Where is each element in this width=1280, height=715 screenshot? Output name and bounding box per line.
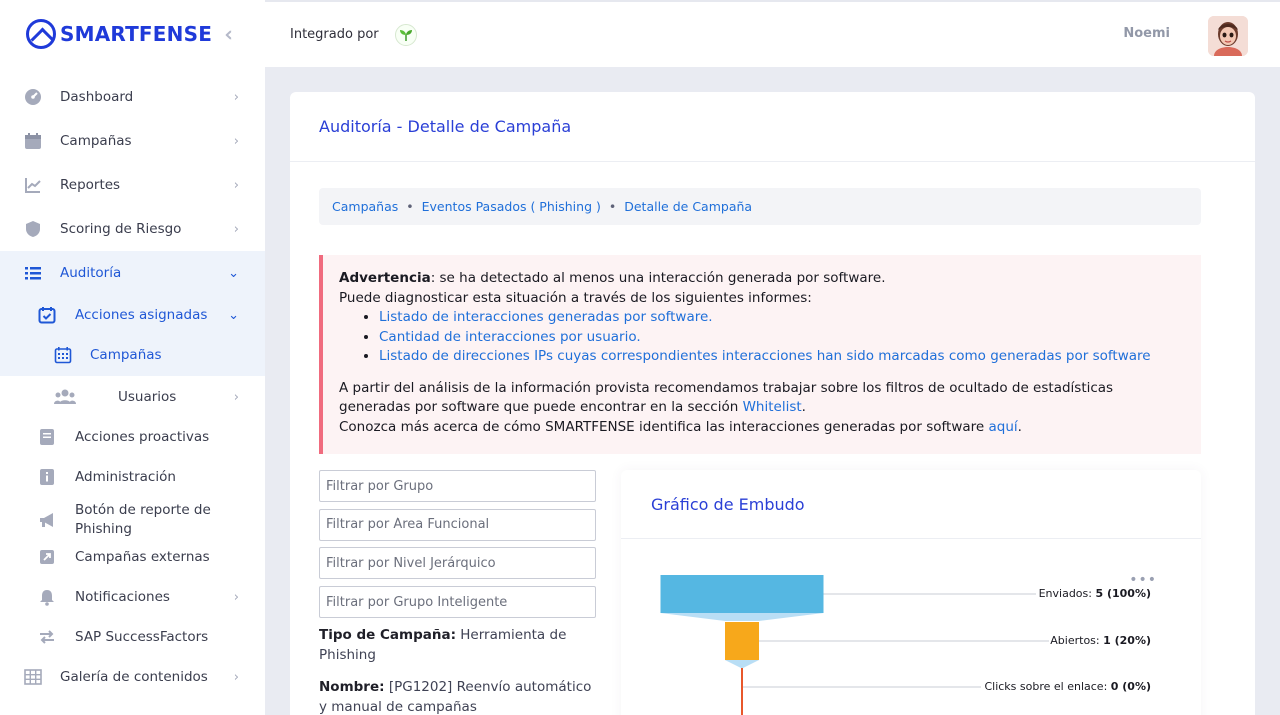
list-item: [379, 308, 1185, 328]
filter-smart-group-input[interactable]: [319, 586, 596, 618]
warning-text: : se ha detectado al menos una interacción generada por software.: [430, 270, 886, 286]
breadcrumb-link-past-events[interactable]: Eventos Pasados ( Phishing ): [421, 199, 601, 214]
card-header: [290, 92, 1255, 162]
sidebar-item-dashboard[interactable]: [0, 75, 265, 119]
sidebar-item-sap-successfactors[interactable]: [0, 615, 265, 659]
warning-line2: Puede diagnosticar esta situación a través de los siguientes informes:: [339, 289, 812, 306]
calendar-icon: [24, 132, 42, 150]
link-interactions-per-user[interactable]: Cantidad de interacciones por usuario.: [379, 328, 641, 345]
funnel-chart-card: [621, 470, 1201, 715]
sidebar-item-administration[interactable]: [0, 455, 265, 499]
user-name[interactable]: Noemi: [1123, 26, 1170, 41]
breadcrumb-separator: •: [406, 199, 414, 214]
report-links-list: [379, 308, 1185, 367]
learn-more-text: Conozca más acerca de cómo SMARTFENSE identifica las interacciones generadas por software: [339, 418, 989, 435]
brand-logo[interactable]: [26, 19, 212, 49]
smartfense-logo-icon: [26, 19, 56, 49]
sidebar: [0, 0, 265, 715]
chart-line-icon: [24, 176, 42, 194]
learn-more-period: .: [1017, 418, 1022, 435]
brand-name: SMARTFENSE: [60, 21, 213, 46]
users-icon: [54, 388, 76, 406]
chevron-down-icon: ⌄: [228, 307, 239, 323]
campaign-name: [319, 677, 596, 715]
warning-heading: [339, 269, 1185, 289]
breadcrumb-link-campaigns[interactable]: Campañas: [332, 199, 399, 214]
funnel-segment-3: [741, 668, 743, 715]
campaign-name-label: Nombre:: [319, 678, 385, 695]
bell-icon: [38, 588, 56, 606]
sidebar-item-label: Campañas: [60, 133, 132, 149]
funnel-label-2: [1050, 634, 1151, 647]
warning-learn-more: [339, 418, 1185, 438]
sidebar-item-label: Campañas: [90, 346, 162, 363]
chevron-down-icon: ⌄: [228, 265, 239, 281]
filter-area-input[interactable]: [319, 509, 596, 541]
funnel-label-name: Enviados:: [1038, 587, 1096, 600]
whitelist-link[interactable]: Whitelist: [742, 399, 802, 415]
recommendation-text: A partir del análisis de la información provista recomendamos trabajar sobre los filtros de ocultado de estadísticas generadas por software que puede encontrar en la sección: [339, 379, 1114, 415]
chevron-right-icon: ›: [233, 89, 239, 105]
calendar-grid-icon: [54, 346, 72, 364]
recommendation-period: .: [801, 399, 806, 415]
sidebar-item-label: Auditoría: [60, 265, 122, 281]
sidebar-item-label: Administración: [75, 469, 176, 485]
breadcrumb-separator: •: [608, 199, 617, 214]
campaign-name-value: [PG1202] Reenvío automático y manual de campañas: [319, 678, 592, 715]
topbar: [265, 0, 1280, 67]
sidebar-item-label: Reportes: [60, 177, 121, 193]
funnel-label-1: [1039, 587, 1151, 600]
sidebar-item-audit[interactable]: [0, 251, 265, 295]
sidebar-item-notifications[interactable]: [0, 575, 265, 619]
breadcrumb: [319, 188, 1201, 225]
funnel-label-name: Clicks sobre el enlace:: [984, 680, 1111, 693]
sidebar-item-proactive-actions[interactable]: [0, 415, 265, 459]
sidebar-item-label: Botón de reporte de Phishing: [75, 502, 211, 537]
campaign-type-value: Herramienta de Phishing: [319, 626, 567, 663]
warning-label: Advertencia: [339, 270, 431, 286]
shield-icon: [24, 220, 42, 238]
funnel-title: Gráfico de Embudo: [621, 470, 1201, 539]
warning-recommendation: [339, 379, 1185, 418]
funnel-label-value: 5 (100%): [1095, 587, 1151, 600]
arrows-icon: [38, 628, 56, 646]
link-software-interactions[interactable]: Listado de interacciones generadas por software.: [379, 309, 713, 325]
funnel-label-name: Abiertos:: [1050, 634, 1104, 647]
sidebar-item-assigned-actions[interactable]: [0, 293, 265, 337]
page-title: Auditoría - Detalle de Campaña: [319, 117, 572, 136]
filter-level-input[interactable]: [319, 547, 596, 579]
grid-icon: [24, 668, 42, 686]
chevron-right-icon: ›: [233, 221, 239, 237]
avatar[interactable]: [1208, 16, 1248, 56]
list-item: [379, 347, 1185, 367]
here-link[interactable]: aquí: [988, 418, 1018, 435]
funnel-label-3: [984, 680, 1151, 693]
sidebar-item-reports[interactable]: [0, 163, 265, 207]
sidebar-item-content-gallery[interactable]: [0, 655, 265, 699]
sidebar-item-users[interactable]: [0, 375, 265, 419]
sidebar-item-audit-campaigns[interactable]: [0, 333, 265, 376]
sidebar-item-label: Scoring de Riesgo: [60, 221, 182, 237]
link-ip-addresses[interactable]: Listado de direcciones IPs cuyas correspondientes interacciones han sido marcadas como generadas por software: [379, 348, 1151, 364]
sidebar-item-label: Acciones asignadas: [75, 307, 208, 323]
funnel-label-value: 0 (0%): [1110, 680, 1151, 693]
chevron-right-icon: ›: [233, 669, 239, 685]
integrated-by-label: Integrado por: [290, 27, 379, 42]
campaign-type: [319, 625, 596, 665]
funnel-label-value: 1 (20%): [1103, 634, 1151, 647]
chevron-right-icon: ›: [233, 133, 239, 149]
chevron-right-icon: ›: [233, 389, 239, 405]
campaign-type-label: Tipo de Campaña:: [319, 626, 456, 643]
brand: [0, 0, 265, 67]
software-interaction-warning: [319, 255, 1201, 454]
collapse-sidebar-icon[interactable]: ‹‹: [224, 21, 227, 46]
book-icon: [38, 428, 56, 446]
sprout-icon: [395, 24, 417, 46]
main-card: [290, 92, 1255, 715]
calendar-check-icon: [38, 306, 56, 324]
sidebar-item-risk-scoring[interactable]: [0, 207, 265, 251]
funnel-neck-2: [725, 660, 759, 668]
list-item: [379, 328, 1185, 348]
sidebar-item-label: Campañas externas: [75, 549, 210, 565]
chart-menu-icon[interactable]: •••: [1129, 572, 1157, 588]
chevron-right-icon: ›: [233, 177, 239, 193]
sidebar-item-label: Galería de contenidos: [60, 669, 208, 685]
chevron-right-icon: ›: [233, 589, 239, 605]
sidebar-item-label: SAP SuccessFactors: [75, 629, 209, 645]
megaphone-icon: [38, 511, 56, 529]
list-icon: [24, 264, 42, 282]
sidebar-item-campaigns[interactable]: [0, 119, 265, 163]
filters-panel: [319, 470, 596, 715]
sidebar-item-label: Dashboard: [60, 89, 134, 105]
filter-group-input[interactable]: [319, 470, 596, 502]
external-link-icon: [38, 548, 56, 566]
funnel-segment-1: [661, 575, 824, 613]
funnel-segment-2: [725, 622, 759, 660]
info-icon: [38, 468, 56, 486]
funnel-neck-1: [661, 613, 824, 621]
breadcrumb-link-campaign-detail[interactable]: Detalle de Campaña: [624, 199, 753, 214]
sidebar-item-label: Usuarios: [118, 389, 177, 405]
dashboard-icon: [24, 88, 42, 106]
sidebar-item-label: Notificaciones: [75, 589, 170, 605]
sidebar-item-label: Acciones proactivas: [75, 429, 210, 445]
sidebar-item-external-campaigns[interactable]: [0, 535, 265, 579]
